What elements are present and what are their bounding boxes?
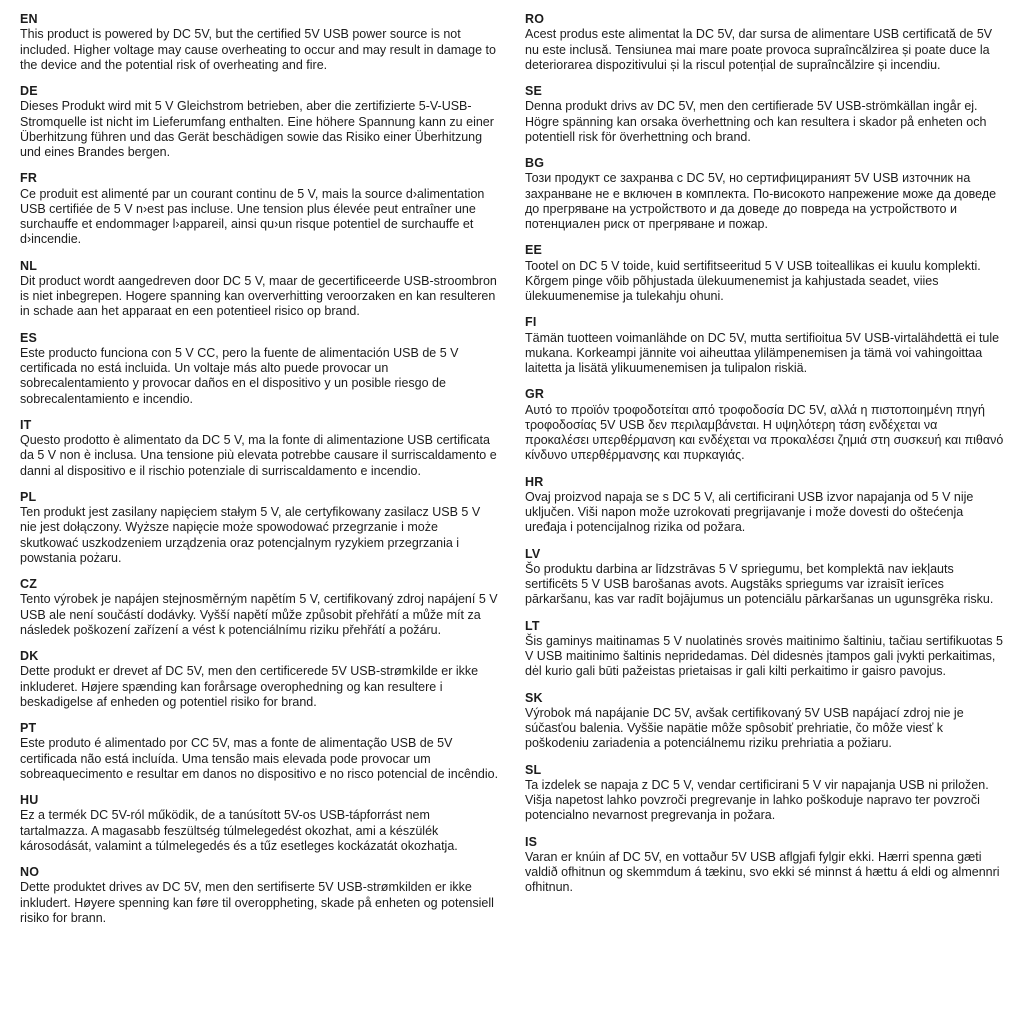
- language-code-label: BG: [525, 156, 545, 170]
- language-code-label: SL: [525, 762, 542, 777]
- language-code-label: HU: [20, 793, 39, 807]
- language-section-is: [525, 835, 1004, 896]
- language-section-ro: [525, 12, 1004, 73]
- language-code-label: FI: [525, 315, 537, 330]
- language-code-label: NO: [20, 865, 40, 879]
- language-section-en: [20, 12, 499, 73]
- language-code-label: FR: [20, 171, 38, 186]
- warning-paragraph: Tootel on DC 5 V toide, kuid sertifitseeritud 5 V USB toiteallikas ei kuulu komplekti. Kõrgem pinge võib põhjustada ülekuumenemist ja kahjustada seadet, viies ülekuumenemise ja tulekahju ohuni.: [525, 258, 981, 303]
- language-section-sk: [525, 691, 1004, 752]
- language-code-label: EN: [20, 12, 38, 26]
- warning-paragraph: Este producto funciona con 5 V CC, pero la fuente de alimentación USB de 5 V certificada no está incluida. Un voltaje más alto puede provocar un sobrecalentamiento y provocar daños en el dispositivo y un posible riesgo de sobrecalentamiento e incendio.: [20, 345, 459, 406]
- warning-paragraph: Šo produktu darbina ar līdzstrāvas 5 V spriegumu, bet komplektā nav iekļauts sertificēts 5 V USB barošanas avots. Augstāks spriegums var izraisīt ierīces pārkaršanu, kas var radīt bojājumus un potenciālu pārkaršanas un ugunsgrēka risku.: [525, 561, 994, 607]
- language-code-label: SK: [525, 690, 543, 705]
- warning-paragraph: Tämän tuotteen voimanlähde on DC 5V, mutta sertifioitua 5V USB-virtalähdettä ei tule mukana. Korkeampi jännite voi aiheuttaa ylilämpenemisen ja tämä voi vahingoittaa laitetta ja lisätä ylikuumenemisen ja tulipalon riskiä.: [525, 330, 1000, 375]
- warning-paragraph: Ten produkt jest zasilany napięciem stałym 5 V, ale certyfikowany zasilacz USB 5 V nie jest dołączony. Wyższe napięcie może spowodować przegrzanie i może skutkować uszkodzeniem urządzenia oraz potencjalnym ryzykiem przegrzania i powstania pożaru.: [20, 505, 481, 565]
- language-section-es: [20, 331, 499, 407]
- language-code-label: HR: [525, 474, 544, 489]
- language-code-label: RO: [525, 12, 545, 26]
- warning-paragraph: Varan er knúin af DC 5V, en vottaður 5V USB aflgjafi fylgir ekki. Hærri spenna gæti valdið ofhitnun og skemmdum á tækinu, svo ekki sé minnst á hættu á eldi og almennri ofhitnun.: [525, 849, 1000, 895]
- language-section-gr: [525, 387, 1004, 463]
- warning-paragraph: This product is powered by DC 5V, but the certified 5V USB power source is not included. Higher voltage may cause overheating to occur and may result in damage to the device and the potential risk of overheating and fire.: [20, 27, 496, 72]
- warning-paragraph: Dieses Produkt wird mit 5 V Gleichstrom betrieben, aber die zertifizierte 5-V-USB-Stromquelle ist nicht im Lieferumfang enthalten. Eine höhere Spannung kann zu einer Überhitzung führen und das Gerät beschädigen sowie das Risiko einer Überhitzung und eines Brandes bergen.: [20, 99, 494, 159]
- language-section-fi: [525, 315, 1004, 376]
- language-section-fr: [20, 171, 499, 247]
- language-section-it: [20, 418, 499, 479]
- language-code-label: IT: [20, 417, 32, 432]
- language-code-label: GR: [525, 387, 545, 402]
- warning-paragraph: Ta izdelek se napaja z DC 5 V, vendar certificirani 5 V vir napajanja USB ni priložen. Višja napetost lahko povzroči pregrevanje in lahko poškoduje napravo ter povzroči potencialno nevarnost pregrevanja in požara.: [525, 777, 989, 823]
- warning-paragraph: Dette produkt er drevet af DC 5V, men den certificerede 5V USB-strømkilde er ikke inkluderet. Højere spænding kan forårsage overophedning og kan resultere i beskadigelse af enheden og potentiel risiko for brand.: [20, 664, 479, 709]
- warning-paragraph: Šis gaminys maitinamas 5 V nuolatinės srovės maitinimo šaltiniu, tačiau sertifikuotas 5 V USB maitinimo šaltinis nepridedamas. Dėl didesnės įtampos gali įvykti perkaitimas, dėl kurio gali būti pažeistas prietaisas ir gali kilti perkaitimo ir gaisro pavojus.: [525, 633, 1003, 679]
- warning-paragraph: Tento výrobek je napájen stejnosměrným napětím 5 V, certifikovaný zdroj napájení 5 V USB ale není součástí dodávky. Vyšší napětí může způsobit přehřátí a může mít za následek poškození zařízení a vést k potenciálnímu riziku přehřátí a požáru.: [20, 592, 498, 637]
- language-code-label: SE: [525, 84, 543, 98]
- language-code-label: NL: [20, 258, 38, 273]
- warning-paragraph: Този продукт се захранва с DC 5V, но сертифицираният 5V USB източник на захранване не е включен в комплекта. По-високото напрежение може да доведе до прегряване на устройството и да доведе до повреда на устройството и потенциален риск от прегряване и пожар.: [525, 171, 997, 231]
- language-section-lv: [525, 547, 1004, 608]
- warning-paragraph: Este produto é alimentado por CC 5V, mas a fonte de alimentação USB de 5V certificada não está incluída. Uma tensão mais elevada pode provocar um sobreaquecimento e resultar em danos no dispositivo e no risco potencial de incêndio.: [20, 736, 499, 781]
- warning-paragraph: Acest produs este alimentat la DC 5V, dar sursa de alimentare USB certificată de 5V nu este inclusă. Tensiunea mai mare poate provoca supraîncălzirea și poate duce la deteriorarea dispozitivului și la riscul potențial de supraîncălzire și incendiu.: [525, 27, 993, 72]
- language-section-pt: [20, 721, 499, 782]
- right-column: [525, 12, 1004, 937]
- language-code-label: LV: [525, 546, 541, 561]
- language-section-nl: [20, 259, 499, 320]
- language-code-label: LT: [525, 618, 540, 633]
- language-section-lt: [525, 619, 1004, 680]
- language-section-cz: [20, 577, 499, 638]
- language-code-label: DK: [20, 649, 39, 663]
- language-code-label: PL: [20, 489, 37, 504]
- warning-paragraph: Denna produkt drivs av DC 5V, men den certifierade 5V USB-strömkällan ingår ej. Högre spänning kan orsaka överhettning och kan resultera i skador på enheten och potentiell risk för överhettning och brand.: [525, 99, 987, 144]
- language-section-no: [20, 865, 499, 926]
- language-section-se: [525, 84, 1004, 145]
- language-section-hu: [20, 793, 499, 854]
- warning-paragraph: Ovaj proizvod napaja se s DC 5 V, ali certificirani USB izvor napajanja od 5 V nije uključen. Viši napon može uzrokovati pregrijavanje i može dovesti do oštećenja uređaja i potencijalnog rizika od požara.: [525, 489, 974, 535]
- language-code-label: CZ: [20, 577, 38, 591]
- language-section-pl: [20, 490, 499, 566]
- warning-paragraph: Questo prodotto è alimentato da DC 5 V, ma la fonte di alimentazione USB certificata da 5 V non è inclusa. Una tensione più elevata potrebbe causare il surriscaldamento e danni al dispositivo e il rischio potenziale di surriscaldamento e incendio.: [20, 433, 497, 478]
- language-section-sl: [525, 763, 1004, 824]
- language-code-label: EE: [525, 243, 543, 258]
- warning-paragraph: Ce produit est alimenté par un courant continu de 5 V, mais la source d›alimentation USB certifiée de 5 V n›est pas incluse. Une tension plus élevée peut entraîner une surchauffe et endommager l›appareil, ainsi qu›un risque potentiel de surchauffe et d›incendie.: [20, 186, 485, 247]
- language-section-bg: [525, 156, 1004, 232]
- warning-paragraph: Αυτό το προϊόν τροφοδοτείται από τροφοδοσία DC 5V, αλλά η πιστοποιημένη πηγή τροφοδοσίας 5V USB δεν περιλαμβάνεται. Η υψηλότερη τάση ενδέχεται να προκαλέσει υπερθέρμανση και ενδέχεται να προκαλέσει ζημιά στη συσκευή και πιθανό κίνδυνο υπερθέρμανσης και πυρκαγιάς.: [525, 402, 1004, 463]
- language-code-label: PT: [20, 721, 37, 735]
- warning-paragraph: Ez a termék DC 5V-ról működik, de a tanúsított 5V-os USB-tápforrást nem tartalmazza. A magasabb feszültség túlmelegedést okozhat, ami a készülék károsodását, valamint a túlmelegedés és a tűz esetleges kockázatát okozhatja.: [20, 808, 458, 853]
- language-code-label: IS: [525, 834, 538, 849]
- language-section-dk: [20, 649, 499, 710]
- language-section-de: [20, 84, 499, 160]
- language-code-label: DE: [20, 84, 38, 98]
- language-code-label: ES: [20, 330, 38, 345]
- warning-paragraph: Dette produktet drives av DC 5V, men den sertifiserte 5V USB-strømkilden er ikke inkludert. Høyere spenning kan føre til overoppheting, skade på enheten og potensiell risiko for brann.: [20, 880, 494, 925]
- language-section-hr: [525, 475, 1004, 536]
- warning-paragraph: Výrobok má napájanie DC 5V, avšak certifikovaný 5V USB napájací zdroj nie je súčasťou balenia. Vyššie napätie môže spôsobiť prehriatie, čo môže viesť k poškodeniu zariadenia a potenciálnemu riziku prehriatia a požiaru.: [525, 705, 964, 751]
- language-section-ee: [525, 243, 1004, 304]
- warning-paragraph: Dit product wordt aangedreven door DC 5 V, maar de gecertificeerde USB-stroombron is niet inbegrepen. Hogere spanning kan oververhitting veroorzaken en kan resulteren in schade aan het apparaat en een potentieel risico op brand.: [20, 273, 497, 319]
- left-column: [20, 12, 499, 937]
